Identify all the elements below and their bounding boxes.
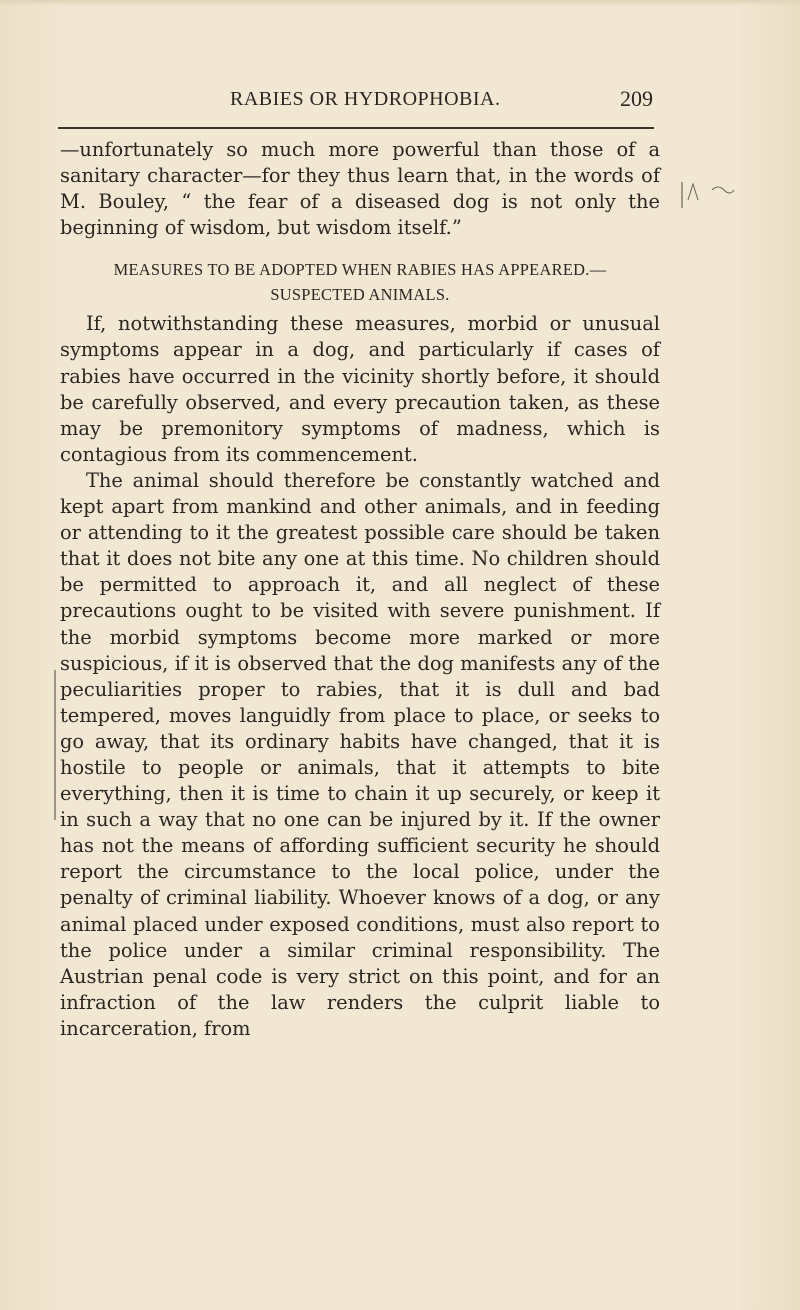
opening-paragraph: —unfortunately so much more powerful than those of a sanitary character—for they thus learn that, in the words of M. Bouley, “ the fear of a diseased dog is not only the beginning of wisdom, but wisdom itself.”	[60, 138, 660, 240]
paragraph-2: If, notwithstanding these measures, morbid or unusual symptoms appear in a dog, and particularly if cases of rabies have occurred in the vicinity shortly before, it should be carefully observed, and every precaution taken, as these may be premonitory symptoms of madness, which is contagious from its commencement.	[60, 312, 660, 466]
paragraph-3: The animal should therefore be constantly watched and kept apart from mankind and other animals, and in feeding or attending to it the greatest possible care should be taken that it does not bite any one at this time. No children should be permitted to approach it, and all neglect of these precautions ought to be visited with severe punishment. If the morbid symptoms become more marked or more suspicious, if it is observed that the dog manifests any of the peculiarities proper to rabies, that it is dull and bad tempered, moves languidly from place to place, or seeks to go away, that its ordinary habits have changed, that it is hostile to people or animals, that it attempts to bite everything, then it is time to chain it up securely, or keep it in such a way that no one can be injured by it. If the owner has not the means of affording sufficient security he should report the circumstance to the local police, under the penalty of criminal liability. Whoever knows of a dog, or any animal placed under exposed conditions, must also report to the police under a similar criminal responsibility. The Austrian penal code is very strict on this point, and for an infraction of the law renders the culprit liable to incarceration, from	[60, 468, 660, 1040]
handwritten-margin-mark	[676, 178, 736, 212]
margin-pencil-line	[54, 670, 56, 820]
body-text	[60, 137, 660, 1042]
section-heading-line-1: MEASURES TO BE ADOPTED WHEN RABIES HAS APPEARED.—	[113, 260, 607, 280]
section-heading-line-2: SUSPECTED ANIMALS.	[270, 285, 450, 305]
scan-edge-shadow	[0, 0, 800, 6]
page-header	[220, 86, 670, 116]
section-heading	[60, 257, 660, 307]
header-rule	[58, 127, 654, 129]
page-number: 209	[620, 86, 653, 111]
running-head: RABIES OR HYDROPHOBIA.	[230, 88, 501, 110]
